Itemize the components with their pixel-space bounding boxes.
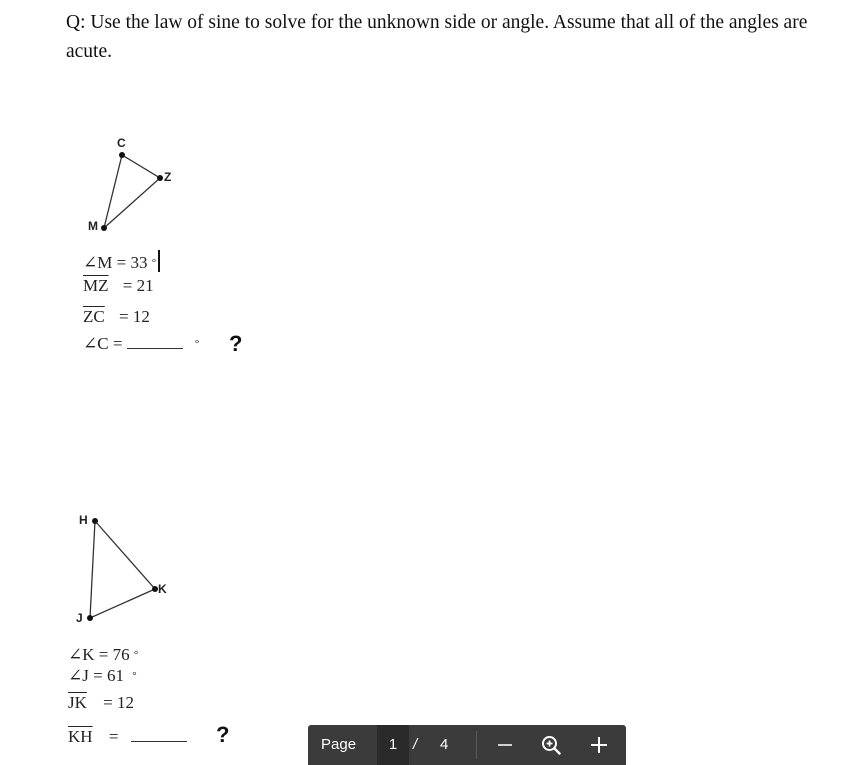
- unknown-angle-c: ∠C = °: [83, 334, 200, 353]
- total-pages: 4: [440, 736, 449, 753]
- plus-icon: [590, 736, 608, 754]
- zoom-in-button[interactable]: [584, 725, 614, 765]
- question-mark-2: ?: [216, 722, 230, 747]
- answer-blank-angle-c[interactable]: [127, 334, 183, 349]
- unknown-side-kh: [68, 727, 187, 747]
- side-zc-value: = 12: [118, 307, 150, 326]
- zoom-out-button[interactable]: [490, 725, 520, 765]
- given-angle-k: ∠K = 76 °: [68, 645, 139, 664]
- vertex-label-c: C: [117, 136, 126, 150]
- zoom-button[interactable]: [536, 725, 566, 765]
- toolbar-divider: [476, 731, 477, 759]
- given-side-zc: [83, 307, 150, 327]
- vertex-j-point: [87, 615, 93, 621]
- given-angle-j: ∠J = 61 °: [68, 666, 137, 685]
- degree-symbol: °: [151, 257, 157, 269]
- side-zc-label: $\overline{ZC}$: [83, 307, 105, 326]
- vertex-h-point: [92, 518, 98, 524]
- side-jk-label: $\overline{JK}$: [68, 693, 87, 712]
- question-mark-1: ?: [229, 331, 243, 356]
- vertex-label-m: M: [88, 219, 98, 233]
- answer-blank-side-kh[interactable]: [131, 727, 187, 742]
- side-mz-label: $\overline{MZ}$: [83, 276, 109, 295]
- vertex-m-point: [101, 225, 107, 231]
- side-mz-value: = 21: [122, 276, 154, 295]
- given-side-jk: [68, 693, 134, 713]
- vertex-z-point: [157, 175, 163, 181]
- side-kh-eq: =: [108, 727, 119, 746]
- vertex-label-k: K: [158, 582, 167, 596]
- vertex-c-point: [119, 152, 125, 158]
- degree-symbol: °: [132, 670, 137, 682]
- given-side-mz: [83, 276, 154, 296]
- question-text: Q: Use the law of sine to solve for the unknown side or angle. Assume that all of the angles are acute.: [66, 12, 808, 62]
- page-label: Page: [321, 736, 357, 753]
- page-separator: /: [413, 736, 418, 753]
- text-cursor: [158, 250, 160, 272]
- current-page-input[interactable]: 1: [377, 725, 409, 765]
- degree-symbol: °: [133, 649, 139, 661]
- zoom-in-icon: [541, 735, 561, 755]
- vertex-label-h: H: [79, 513, 88, 527]
- minus-icon: [497, 737, 513, 753]
- page-toolbar: [308, 725, 626, 765]
- side-jk-value: = 12: [103, 693, 134, 712]
- vertex-label-z: Z: [164, 170, 172, 184]
- degree-symbol: °: [194, 338, 200, 350]
- side-kh-label: $\overline{KH}$: [68, 727, 93, 746]
- vertex-label-j: J: [76, 611, 83, 625]
- triangle-hjk: [80, 510, 170, 625]
- given-angle-m: ∠M = 33 °: [83, 250, 160, 273]
